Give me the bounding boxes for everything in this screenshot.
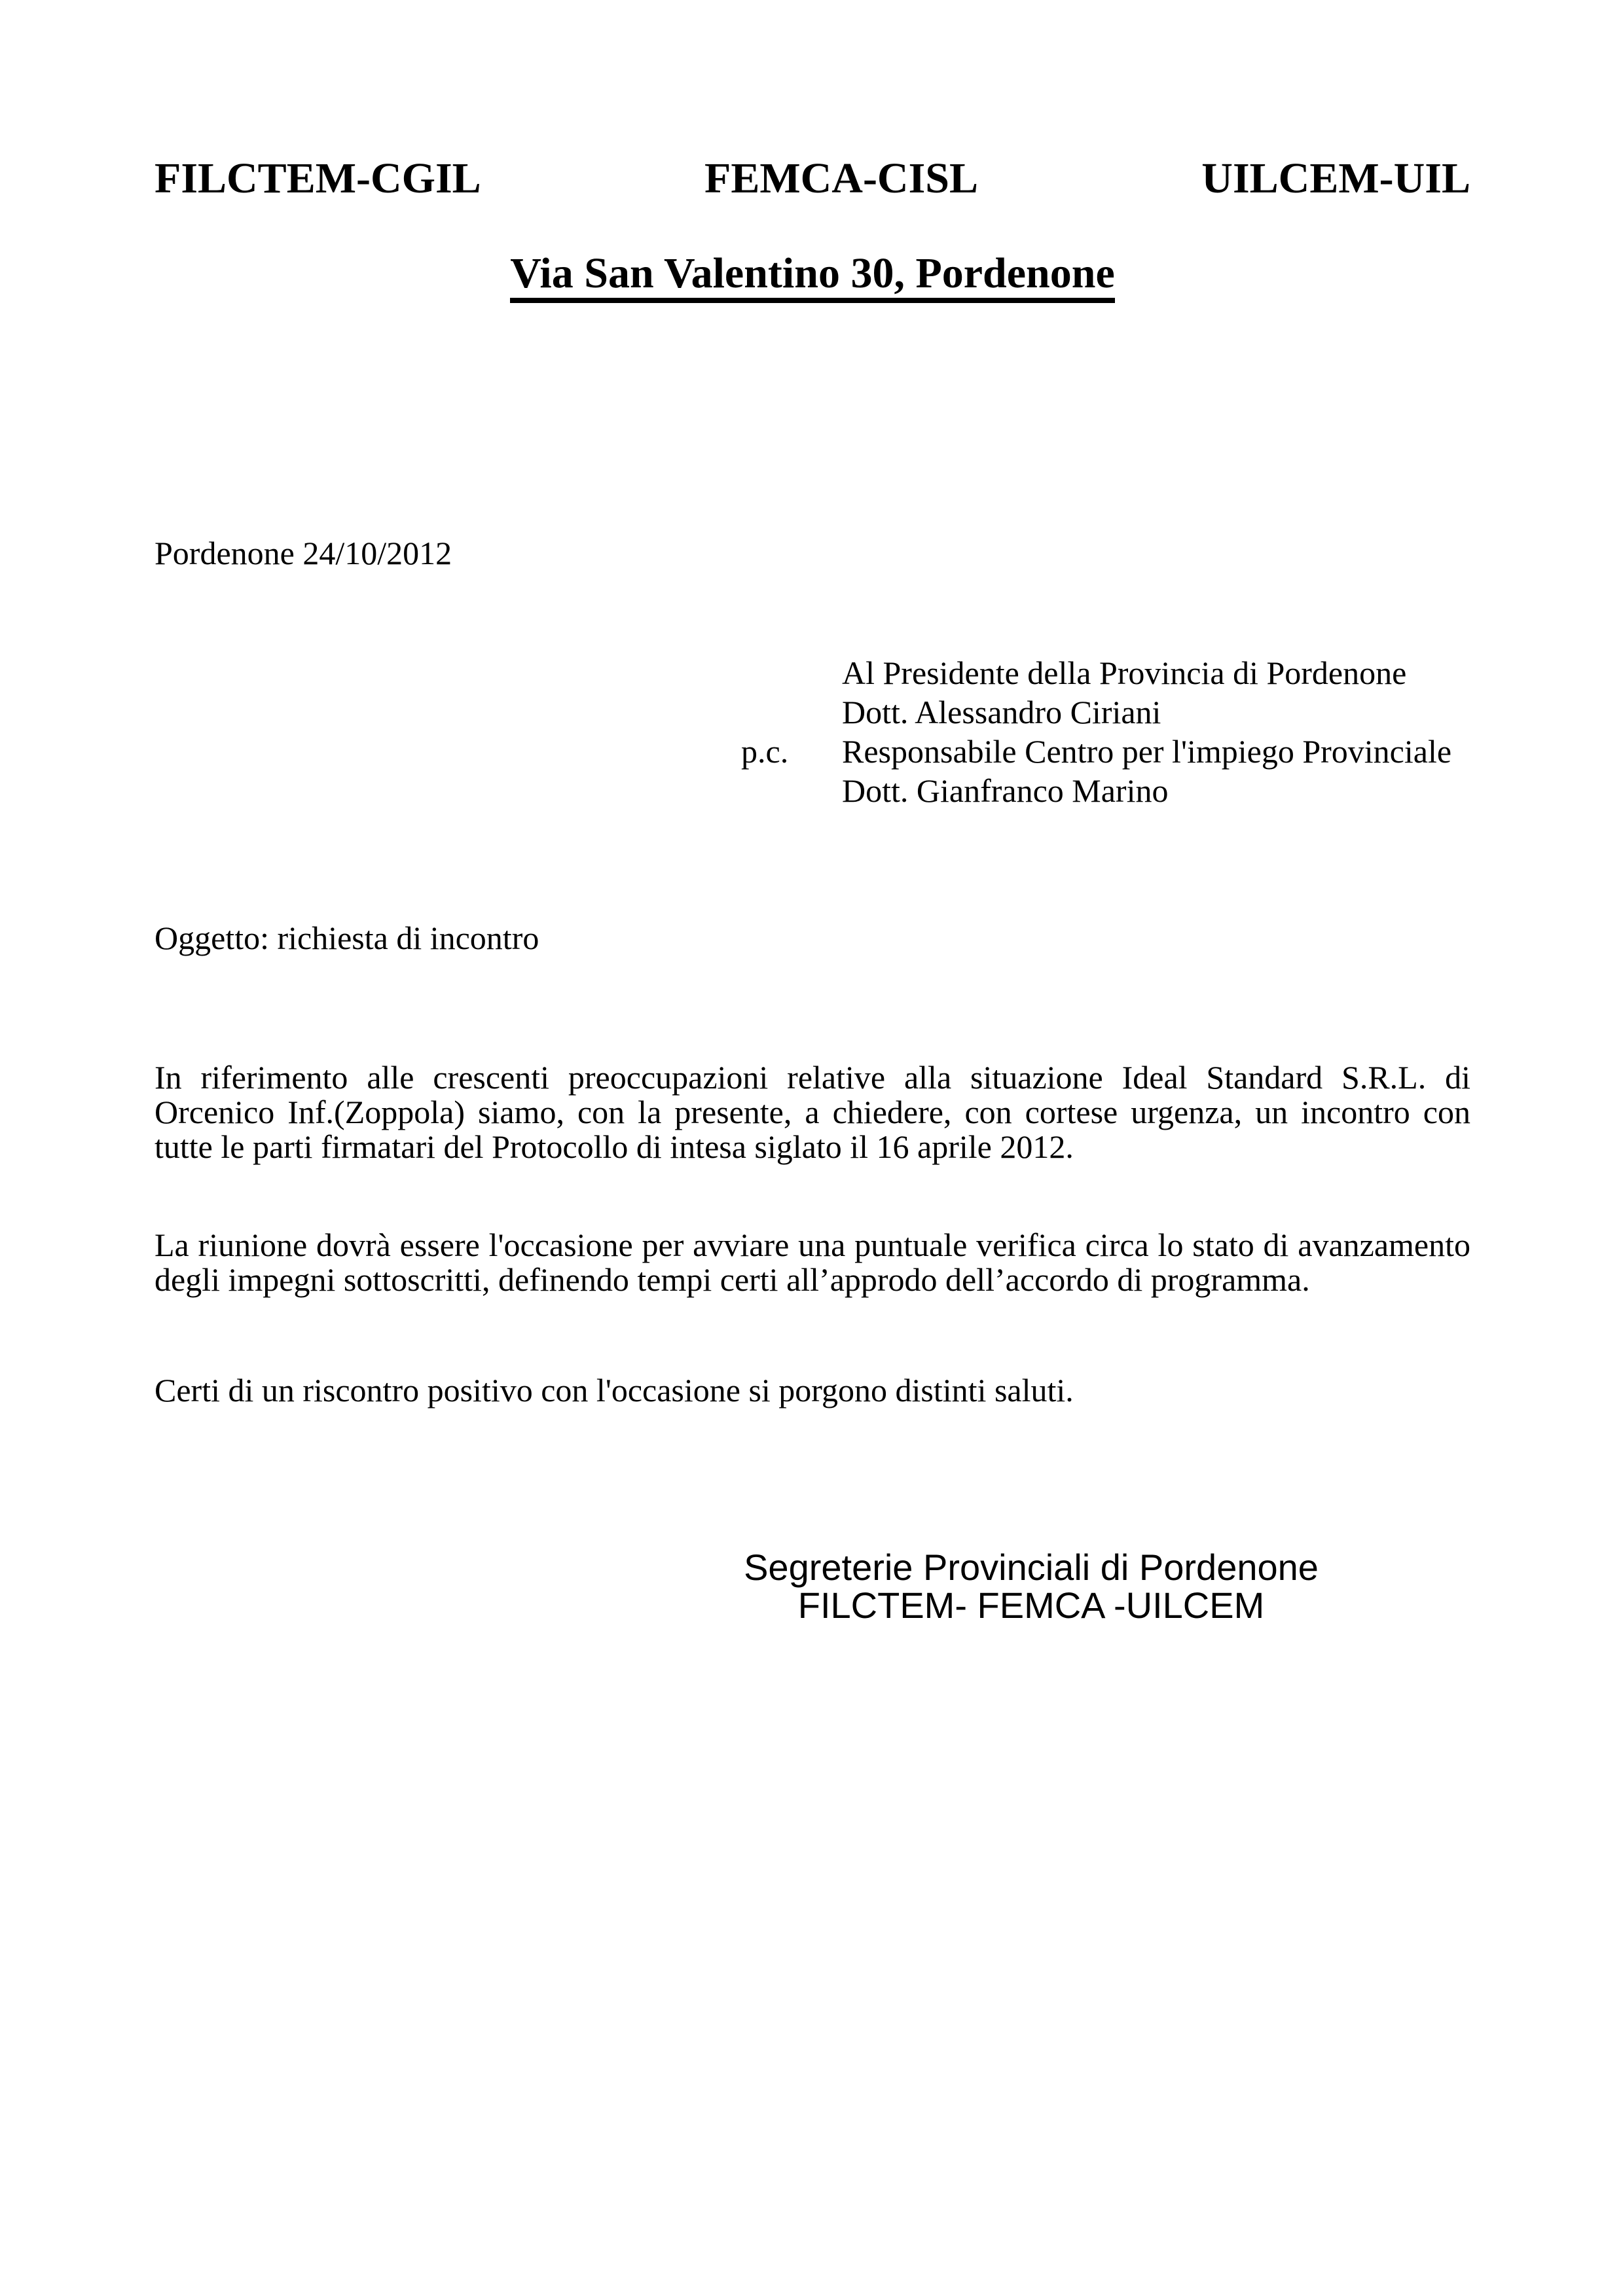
- paragraph-line: degli impegni sottoscritti, definendo tempi certi all’approdo dell’accordo di programma.: [155, 1261, 1310, 1298]
- recipient-text: Al Presidente della Provincia di Pordenone: [842, 655, 1407, 691]
- recipient-text: Responsabile Centro per l'impiego Provinciale: [842, 733, 1452, 770]
- org-name-filctem-cgil: FILCTEM-CGIL: [155, 154, 481, 202]
- recipient-row: [741, 771, 1451, 810]
- paragraph-line: Orcenico Inf.(Zoppola) siamo, con la presente, a chiedere, con cortese urgenza, un incontro con: [155, 1094, 1470, 1130]
- recipient-row: [741, 732, 1451, 771]
- recipient-prefix: p.c.: [741, 733, 789, 770]
- paragraph-line: La riunione dovrà essere l'occasione per avviare una puntuale verifica circa lo stato di avanzamento: [155, 1227, 1470, 1263]
- address-line: Via San Valentino 30, Pordenone: [510, 252, 1115, 303]
- body-paragraph-3: [155, 1373, 1470, 1408]
- org-name-uilcem-uil: UILCEM-UIL: [1201, 154, 1470, 202]
- recipient-text: Dott. Alessandro Ciriani: [842, 694, 1161, 730]
- recipient-row: [741, 692, 1451, 732]
- body-paragraph-2: [155, 1228, 1470, 1297]
- body-paragraph-1: [155, 1060, 1470, 1164]
- signature-unions-line: FILCTEM- FEMCA -UILCEM: [797, 1585, 1265, 1626]
- paragraph-line: tutte le parti firmatari del Protocollo di intesa siglato il 16 aprile 2012.: [155, 1128, 1074, 1165]
- signature-block: [720, 1549, 1342, 1624]
- signature-org-line: Segreterie Provinciali di Pordenone: [744, 1547, 1319, 1588]
- paragraph-line: In riferimento alle crescenti preoccupazioni relative alla situazione Ideal Standard S.R.L. di: [155, 1059, 1470, 1096]
- union-header: [155, 154, 1470, 202]
- recipient-block: [741, 653, 1451, 810]
- org-name-femca-cisl: FEMCA-CISL: [704, 154, 979, 202]
- address-line-wrapper: [155, 249, 1470, 303]
- subject-line: Oggetto: richiesta di incontro: [155, 920, 539, 956]
- paragraph-line: Certi di un riscontro positivo con l'occasione si porgono distinti saluti.: [155, 1372, 1074, 1408]
- recipient-row: [741, 653, 1451, 692]
- recipient-text: Dott. Gianfranco Marino: [842, 772, 1169, 809]
- date-line: Pordenone 24/10/2012: [155, 535, 452, 571]
